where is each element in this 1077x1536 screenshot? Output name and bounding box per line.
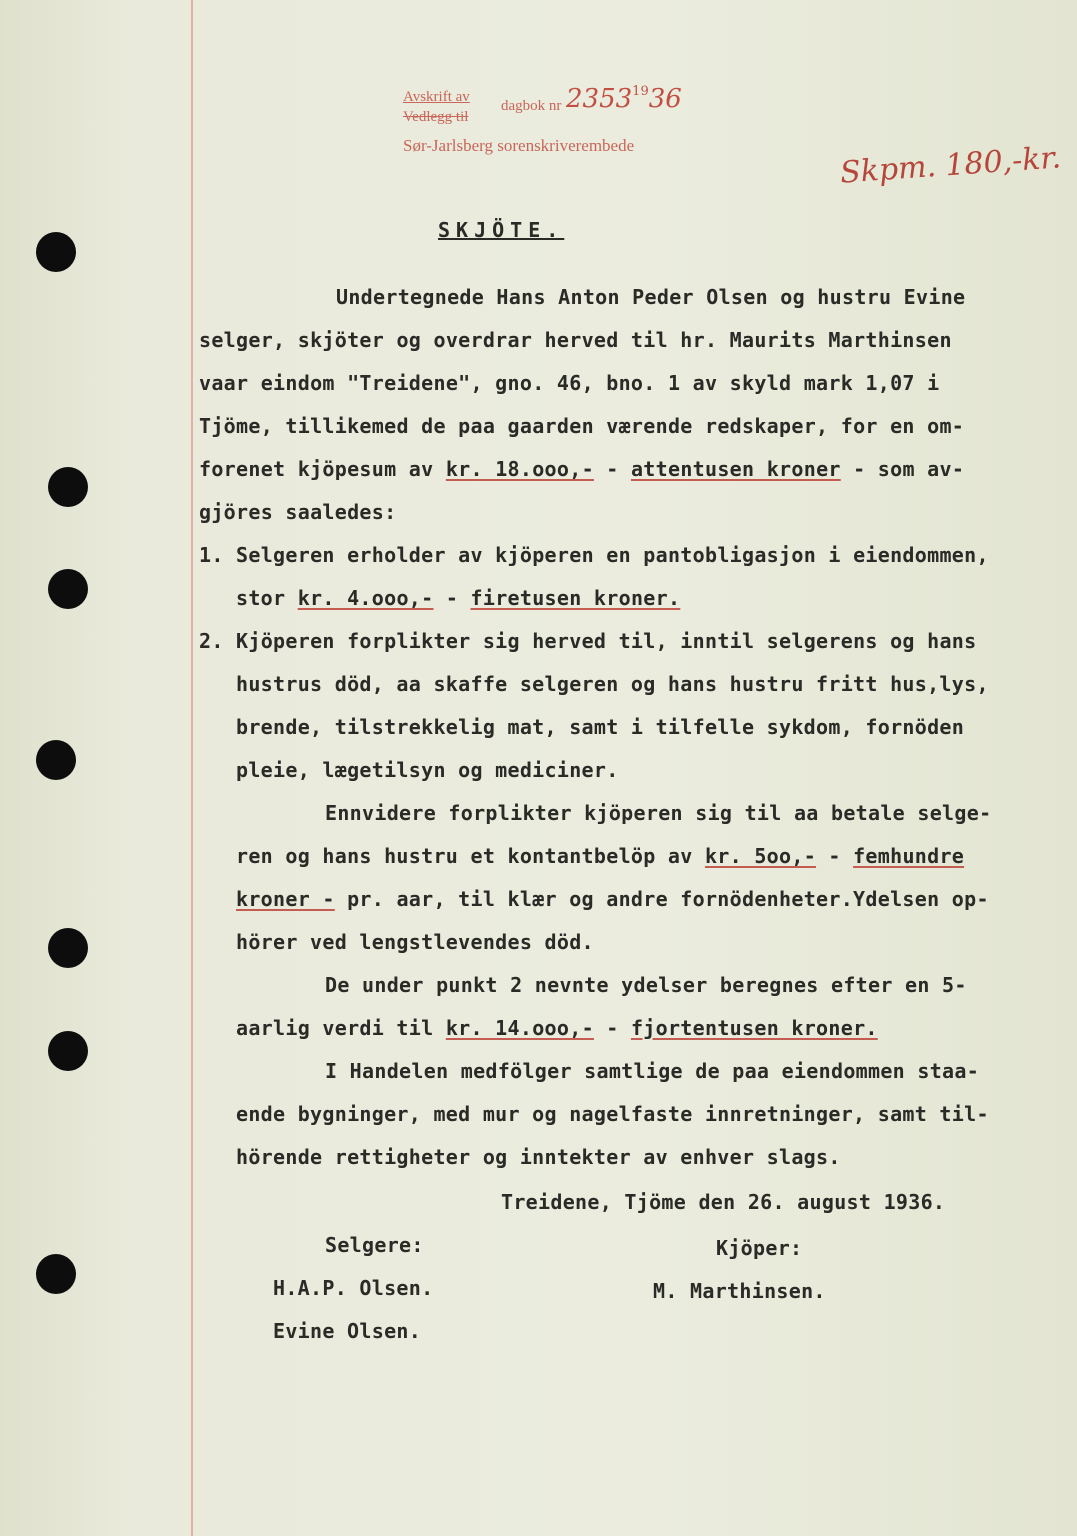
sellers-label: Selgere: <box>325 1233 424 1257</box>
amount-text: kr. 14.ooo,- <box>445 1016 594 1040</box>
date-place-line: Treidene, Tjöme den 26. august 1936. <box>501 1190 946 1214</box>
stamp-vedlegg: Vedlegg til <box>403 109 469 125</box>
text-line: hustrus död, aa skaffe selgeren og hans hustru fritt hus,lys, <box>236 672 989 696</box>
text-line: hörende rettigheter og inntekter av enhver slags. <box>236 1145 841 1169</box>
amount-words: femhundre <box>853 844 965 868</box>
text-line: Undertegnede Hans Anton Peder Olsen og hustru Evine <box>336 285 966 309</box>
text-line: 2. Kjöperen forplikter sig herved til, inntil selgerens og hans <box>199 629 977 653</box>
text-line: I Handelen medfölger samtlige de paa eiendommen staa- <box>325 1059 980 1083</box>
punch-hole <box>36 740 76 780</box>
text-line: hörer ved lengstlevendes död. <box>236 930 594 954</box>
text-line: kroner - pr. aar, til klær og andre fornödenheter.Ydelsen op- <box>236 887 989 911</box>
text-line: forenet kjöpesum av kr. 18.ooo,- - attentusen kroner - som av- <box>199 457 965 481</box>
amount-text: kr. 18.ooo,- <box>445 457 594 481</box>
amount-words: firetusen kroner. <box>470 586 681 610</box>
text-line: stor kr. 4.ooo,- - firetusen kroner. <box>236 586 681 610</box>
stamp-avskrift: Avskrift av <box>403 89 470 105</box>
stamp-number: 2353$^{19}$36 <box>566 84 682 114</box>
text-line: aarlig verdi til kr. 14.ooo,- - fjortentusen kroner. <box>236 1016 878 1040</box>
punch-hole <box>48 569 88 609</box>
stamp-office: Sør-Jarlsberg sorenskriverembede <box>403 136 635 155</box>
handwritten-fee-note: Skpm. 180,-kr. <box>839 140 1063 191</box>
text-line: De under punkt 2 nevnte ydelser beregnes efter en 5- <box>325 973 967 997</box>
document-title: SKJÖTE. <box>438 218 565 242</box>
text-line: brende, tilstrekkelig mat, samt i tilfelle sykdom, fornöden <box>236 715 965 739</box>
amount-text: kr. 4.ooo,- <box>297 586 434 610</box>
seller-signature: H.A.P. Olsen. <box>273 1276 434 1300</box>
text-line: gjöres saaledes: <box>199 500 397 524</box>
text-line: pleie, lægetilsyn og mediciner. <box>236 758 619 782</box>
punch-hole <box>48 1031 88 1071</box>
text-line: ende bygninger, med mur og nagelfaste innretninger, samt til- <box>236 1102 989 1126</box>
seller-signature: Evine Olsen. <box>273 1319 422 1343</box>
text-line: 1. Selgeren erholder av kjöperen en pantobligasjon i eiendommen, <box>199 543 989 567</box>
text-line: vaar eindom "Treidene", gno. 46, bno. 1 av skyld mark 1,07 i <box>199 371 940 395</box>
text-line: Ennvidere forplikter kjöperen sig til aa betale selge- <box>325 801 992 825</box>
punch-hole <box>48 928 88 968</box>
punch-hole <box>48 467 88 507</box>
buyer-signature: M. Marthinsen. <box>653 1279 826 1303</box>
buyer-label: Kjöper: <box>716 1236 803 1260</box>
amount-words: attentusen kroner <box>630 457 841 481</box>
amount-words: kroner - <box>236 887 335 911</box>
punch-hole <box>36 232 76 272</box>
amount-words: fjortentusen kroner. <box>630 1016 878 1040</box>
punch-hole <box>36 1254 76 1294</box>
text-line: selger, skjöter og overdrar herved til hr. Maurits Marthinsen <box>199 328 952 352</box>
margin-rule <box>191 0 193 1536</box>
text-line: Tjöme, tillikemed de paa gaarden værende redskaper, for en om- <box>199 414 965 438</box>
amount-text: kr. 5oo,- <box>704 844 817 868</box>
text-line: ren og hans hustru et kontantbelöp av kr. 5oo,- - femhundre <box>236 844 965 868</box>
stamp-dagbok: dagbok nr <box>501 98 562 114</box>
